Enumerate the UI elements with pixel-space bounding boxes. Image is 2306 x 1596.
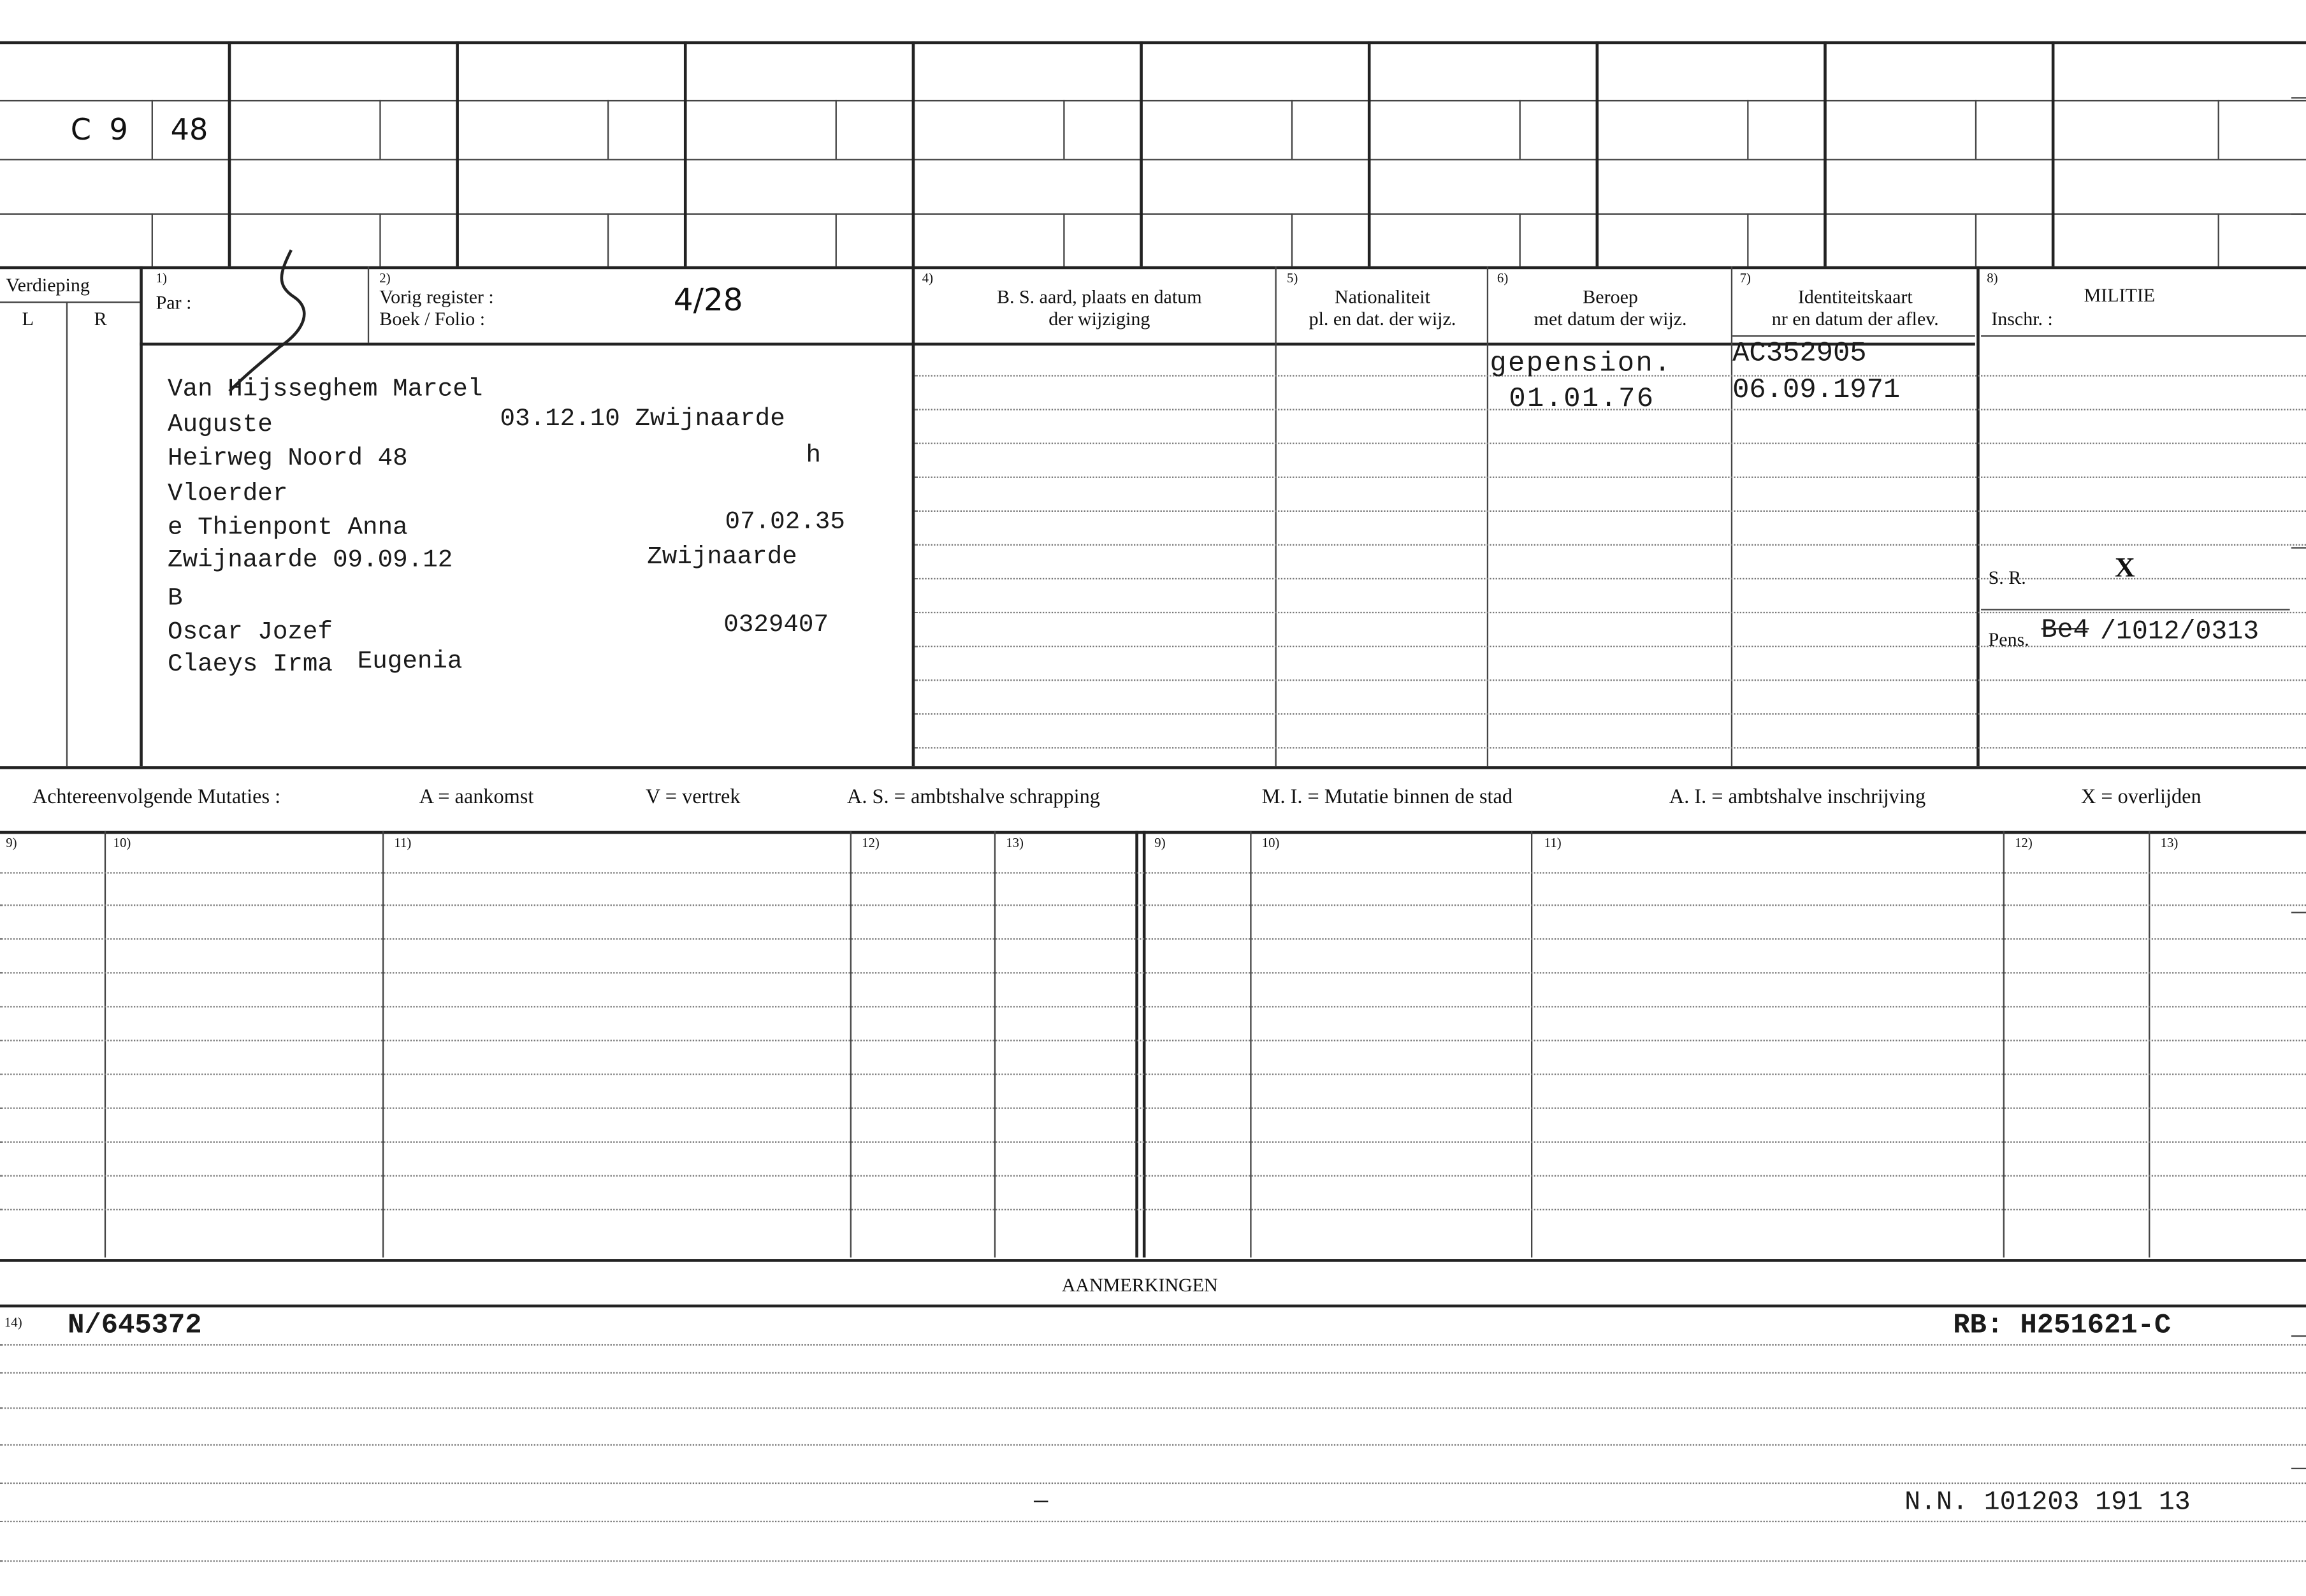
mutaties-title: Achtereenvolgende Mutaties : [32,787,281,809]
id-num: 7) [1739,270,1751,286]
grid-subdivider [1291,100,1293,159]
grid-subdivider [1063,214,1064,266]
grid-divider [228,41,231,266]
edge-mark [2291,1335,2306,1337]
nat-num: 5) [1286,270,1298,286]
mutaties-mi: M. I. = Mutatie binnen de stad [1261,787,1512,809]
person-spouse-birth: Zwijnaarde 09.09.12 [168,547,453,576]
id-number: AC352905 [1732,337,1867,370]
grid-subdivider [2218,100,2219,159]
grid-subdivider [152,214,153,266]
grid-rule [0,100,2306,101]
vorig-value: 4/28 [673,282,743,318]
id-label-1: Identiteitskaart [1797,285,1913,308]
person-nationality: B [168,585,183,614]
id-label-2: nr en datum der aflev. [1771,307,1939,330]
aanmerkingen-nn: N.N. 101203 191 13 [1904,1488,2191,1518]
vorig-label: Vorig register : [379,285,494,308]
grid-subdivider [1747,214,1748,266]
militie-label: MILITIE [2084,284,2156,306]
mut-col-10b: 10) [1261,835,1280,850]
handwritten-pen-mark [221,244,324,406]
id-date: 06.09.1971 [1732,374,1901,406]
mut-col-9: 9) [6,835,17,850]
verdieping-r: R [94,307,107,330]
aanmerkingen-num: 14) [4,1314,22,1330]
grid-subdivider [836,214,837,266]
card-code-number: 48 [170,112,208,147]
bs-label-2: der wijziging [1048,307,1150,330]
grid-divider [456,41,459,266]
column-divider-lr [66,301,68,766]
par-label: Par : [156,291,192,314]
column-divider [140,266,143,767]
grid-divider [1140,41,1143,266]
verdieping-rule [0,301,140,303]
verdieping-l: L [22,307,34,330]
grid-divider [1596,41,1599,266]
inschr-label: Inschr. : [1991,307,2053,330]
sr-value: X [2115,553,2135,584]
bs-num: 4) [922,270,934,286]
person-line-first-name: Auguste [168,412,273,440]
nat-label-1: Nationaliteit [1334,285,1430,308]
grid-rule [0,159,2306,160]
beroep-label-2: met datum der wijz. [1534,307,1687,330]
pens-label: Pens. [1988,628,2029,650]
person-mother-extra: Eugenia [357,648,463,677]
person-line-name: Van Hijsseghem Marcel [168,376,483,405]
mut-col-12: 12) [862,835,880,850]
pens-value: /1012/0313 [2099,618,2259,648]
sr-label: S. R. [1988,566,2026,588]
bs-label-1: B. S. aard, plaats en datum [996,285,1202,308]
aanmerkingen-code: N/645372 [68,1309,202,1342]
grid-subdivider [152,100,153,159]
mutaties-top-rule [0,766,2306,769]
mut-col-11: 11) [394,835,412,850]
mut-col-10: 10) [113,835,131,850]
aanmerkingen-title: AANMERKINGEN [1061,1273,1218,1296]
person-mark: h [806,442,821,471]
top-rule [0,41,2306,45]
mutaties-rows [0,831,2306,1258]
grid-subdivider [379,100,381,159]
pens-struck: Be4 [2041,616,2089,646]
grid-subdivider [607,100,609,159]
grid-divider [684,41,687,266]
militie-num: 8) [1987,270,1998,286]
par-num: 1) [156,270,167,286]
edge-mark [2291,214,2306,215]
nat-label-2: pl. en dat. der wijz. [1309,307,1456,330]
aanmerkingen-rb: RB: H251621-C [1953,1309,2172,1342]
aanmerkingen-dash: — [1034,1488,1048,1515]
mut-col-13: 13) [1006,835,1024,850]
mut-col-11b: 11) [1544,835,1562,850]
grid-subdivider [1063,100,1064,159]
aanmerkingen-rows [0,1305,2306,1596]
beroep-num: 6) [1497,270,1509,286]
grid-divider [1824,41,1827,266]
mut-col-9b: 9) [1154,835,1166,850]
verdieping-label: Verdieping [6,273,90,296]
grid-rule [0,214,2306,215]
edge-mark [2291,97,2306,98]
edge-mark [2291,547,2306,548]
grid-divider [2052,41,2055,266]
card-code-letter: C 9 [70,112,133,147]
grid-subdivider [1291,214,1293,266]
person-spouse-place: Zwijnaarde [647,544,797,572]
aanmerkingen-top-rule [0,1259,2306,1262]
person-number: 0329407 [723,611,829,640]
mutaties-v: V = vertrek [645,787,741,809]
person-mother: Claeys Irma [168,651,333,680]
grid-subdivider [1747,100,1748,159]
mutaties-a: A = aankomst [419,787,534,809]
beroep-value: gepension. [1490,347,1672,380]
person-address: Heirweg Noord 48 [168,446,408,474]
mutaties-ai: A. I. = ambtshalve inschrijving [1669,787,1926,809]
grid-subdivider [836,100,837,159]
grid-divider [912,41,915,266]
grid-subdivider [1975,100,1976,159]
grid-subdivider [1975,214,1976,266]
header-top-rule [0,266,2306,270]
column-divider [368,266,369,343]
boek-label: Boek / Folio : [379,307,486,330]
mut-col-12b: 12) [2015,835,2033,850]
person-occupation: Vloerder [168,481,288,509]
beroep-date: 01.01.76 [1509,382,1655,415]
person-father: Oscar Jozef [168,619,333,648]
person-birth: 03.12.10 Zwijnaarde [500,405,785,434]
edge-mark [2291,1468,2306,1469]
mutaties-as: A. S. = ambtshalve schrapping [847,787,1100,809]
edge-mark [2291,912,2306,913]
person-spouse: e Thienpont Anna [168,514,408,543]
pens-rule [1981,609,2290,610]
grid-subdivider [1519,100,1521,159]
vorig-num: 2) [379,270,391,286]
beroep-label-1: Beroep [1583,285,1638,308]
mutaties-x: X = overlijden [2080,787,2201,809]
grid-subdivider [607,214,609,266]
grid-divider [1368,41,1371,266]
grid-subdivider [379,214,381,266]
militie-header-rule [1981,335,2306,337]
grid-subdivider [2218,214,2219,266]
grid-subdivider [1519,214,1521,266]
mut-col-13b: 13) [2160,835,2179,850]
person-marriage-date: 07.02.35 [725,509,845,537]
